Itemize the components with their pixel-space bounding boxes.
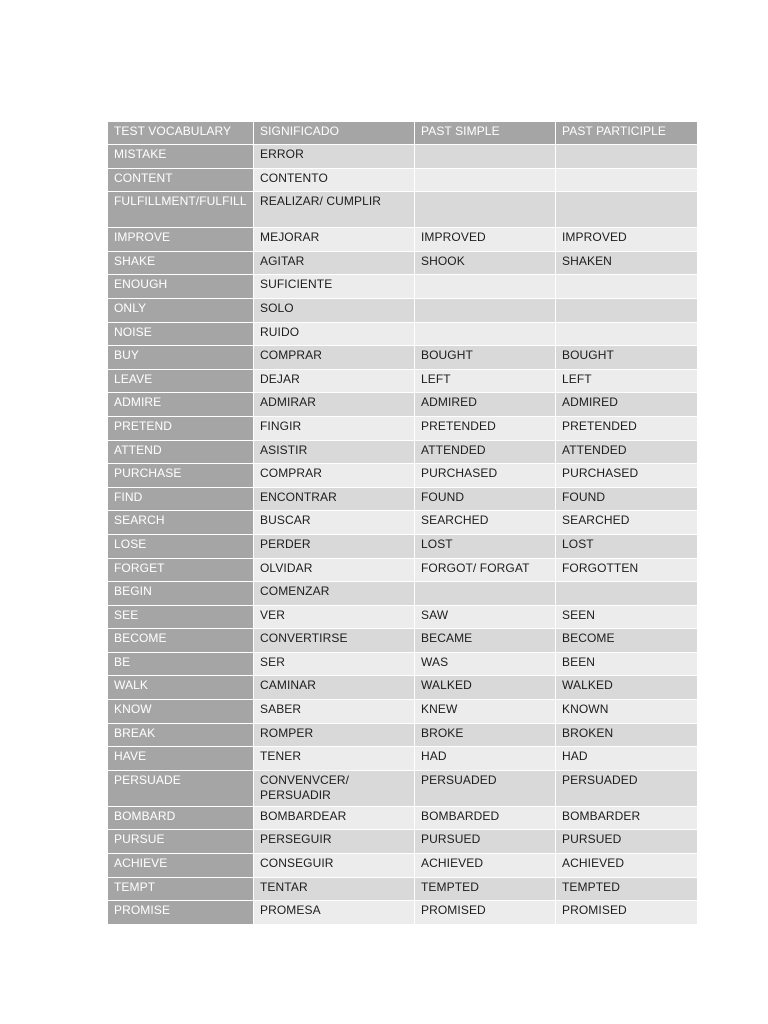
vocab-word-cell: BUY	[108, 346, 254, 370]
header-significado: SIGNIFICADO	[254, 122, 415, 145]
vocab-word-cell: IMPROVE	[108, 228, 254, 252]
past-participle-cell: PURCHASED	[556, 464, 698, 488]
vocab-word-cell: FIND	[108, 487, 254, 511]
past-participle-cell: WALKED	[556, 676, 698, 700]
vocab-word-cell: ONLY	[108, 298, 254, 322]
vocab-word-cell: ATTEND	[108, 440, 254, 464]
past-participle-cell: PURSUED	[556, 830, 698, 854]
meaning-cell: BUSCAR	[254, 511, 415, 535]
vocab-word-cell: SEE	[108, 605, 254, 629]
meaning-cell: COMPRAR	[254, 464, 415, 488]
table-row	[108, 192, 698, 228]
past-participle-cell: SEEN	[556, 605, 698, 629]
table-row	[108, 723, 698, 747]
past-simple-cell: ATTENDED	[415, 440, 556, 464]
past-simple-cell	[415, 582, 556, 606]
table-row	[108, 901, 698, 925]
vocab-word-cell: LOSE	[108, 534, 254, 558]
meaning-cell: TENTAR	[254, 877, 415, 901]
past-simple-cell: LEFT	[415, 369, 556, 393]
past-simple-cell: BROKE	[415, 723, 556, 747]
past-participle-cell	[556, 168, 698, 192]
table-row	[108, 830, 698, 854]
vocab-word-cell: MISTAKE	[108, 145, 254, 169]
table-body	[108, 145, 698, 925]
table-row	[108, 228, 698, 252]
past-simple-cell	[415, 275, 556, 299]
table-row	[108, 534, 698, 558]
vocab-word-cell: BEGIN	[108, 582, 254, 606]
past-participle-cell: SHAKEN	[556, 251, 698, 275]
table-row	[108, 676, 698, 700]
meaning-cell: ENCONTRAR	[254, 487, 415, 511]
meaning-cell: BOMBARDEAR	[254, 806, 415, 830]
table-row	[108, 416, 698, 440]
past-participle-cell: BOMBARDER	[556, 806, 698, 830]
past-simple-cell: LOST	[415, 534, 556, 558]
table-header-row	[108, 122, 698, 145]
meaning-cell: ERROR	[254, 145, 415, 169]
vocab-word-cell: BE	[108, 652, 254, 676]
meaning-cell: PROMESA	[254, 901, 415, 925]
meaning-cell: CONSEGUIR	[254, 854, 415, 878]
table-row	[108, 168, 698, 192]
past-participle-cell: LOST	[556, 534, 698, 558]
header-past-participle: PAST PARTICIPLE	[556, 122, 698, 145]
past-simple-cell: BECAME	[415, 629, 556, 653]
table-row	[108, 605, 698, 629]
past-simple-cell: BOUGHT	[415, 346, 556, 370]
header-past-simple: PAST SIMPLE	[415, 122, 556, 145]
meaning-cell: PERDER	[254, 534, 415, 558]
past-participle-cell: LEFT	[556, 369, 698, 393]
past-participle-cell: PROMISED	[556, 901, 698, 925]
vocab-word-cell: PURSUE	[108, 830, 254, 854]
meaning-cell: SABER	[254, 700, 415, 724]
vocab-word-cell: ENOUGH	[108, 275, 254, 299]
past-simple-cell	[415, 145, 556, 169]
past-participle-cell	[556, 298, 698, 322]
table-row	[108, 770, 698, 806]
vocab-word-cell: KNOW	[108, 700, 254, 724]
past-simple-cell: FOUND	[415, 487, 556, 511]
vocab-word-cell: TEMPT	[108, 877, 254, 901]
meaning-cell: SOLO	[254, 298, 415, 322]
vocab-word-cell: HAVE	[108, 747, 254, 771]
vocab-word-cell: PERSUADE	[108, 770, 254, 806]
meaning-cell: AGITAR	[254, 251, 415, 275]
table-row	[108, 464, 698, 488]
table-row	[108, 854, 698, 878]
past-participle-cell	[556, 145, 698, 169]
table-row	[108, 558, 698, 582]
meaning-cell: COMPRAR	[254, 346, 415, 370]
past-simple-cell: PERSUADED	[415, 770, 556, 806]
meaning-cell: TENER	[254, 747, 415, 771]
table-row	[108, 747, 698, 771]
table-row	[108, 582, 698, 606]
meaning-cell: FINGIR	[254, 416, 415, 440]
table-row	[108, 877, 698, 901]
vocabulary-table	[107, 121, 698, 925]
vocab-word-cell: BREAK	[108, 723, 254, 747]
table-row	[108, 322, 698, 346]
vocab-word-cell: BOMBARD	[108, 806, 254, 830]
past-participle-cell: BOUGHT	[556, 346, 698, 370]
vocab-word-cell: SEARCH	[108, 511, 254, 535]
past-participle-cell: HAD	[556, 747, 698, 771]
past-simple-cell: IMPROVED	[415, 228, 556, 252]
table-row	[108, 145, 698, 169]
meaning-cell: REALIZAR/ CUMPLIR	[254, 192, 415, 228]
past-simple-cell: FORGOT/ FORGAT	[415, 558, 556, 582]
meaning-cell: CONVENVCER/ PERSUADIR	[254, 770, 415, 806]
past-participle-cell: BROKEN	[556, 723, 698, 747]
past-simple-cell: PROMISED	[415, 901, 556, 925]
past-simple-cell: SHOOK	[415, 251, 556, 275]
header-test-vocabulary: TEST VOCABULARY	[108, 122, 254, 145]
meaning-cell: SUFICIENTE	[254, 275, 415, 299]
past-simple-cell: WAS	[415, 652, 556, 676]
vocab-word-cell: CONTENT	[108, 168, 254, 192]
table-row	[108, 511, 698, 535]
vocab-word-cell: LEAVE	[108, 369, 254, 393]
table-row	[108, 652, 698, 676]
table-row	[108, 487, 698, 511]
past-simple-cell: PRETENDED	[415, 416, 556, 440]
table-row	[108, 346, 698, 370]
table-row	[108, 369, 698, 393]
past-participle-cell	[556, 322, 698, 346]
past-simple-cell: ACHIEVED	[415, 854, 556, 878]
past-participle-cell: BECOME	[556, 629, 698, 653]
meaning-cell: ROMPER	[254, 723, 415, 747]
vocab-word-cell: PROMISE	[108, 901, 254, 925]
past-simple-cell	[415, 322, 556, 346]
table-row	[108, 629, 698, 653]
past-simple-cell: WALKED	[415, 676, 556, 700]
past-participle-cell: FOUND	[556, 487, 698, 511]
past-participle-cell: ADMIRED	[556, 393, 698, 417]
table-row	[108, 700, 698, 724]
meaning-cell: CAMINAR	[254, 676, 415, 700]
past-participle-cell: PRETENDED	[556, 416, 698, 440]
table-row	[108, 806, 698, 830]
table-row	[108, 393, 698, 417]
vocab-word-cell: BECOME	[108, 629, 254, 653]
table-row	[108, 275, 698, 299]
meaning-cell: PERSEGUIR	[254, 830, 415, 854]
vocab-word-cell: PURCHASE	[108, 464, 254, 488]
past-participle-cell: KNOWN	[556, 700, 698, 724]
past-simple-cell: HAD	[415, 747, 556, 771]
vocab-word-cell: FULFILLMENT/FULFILL	[108, 192, 254, 228]
meaning-cell: MEJORAR	[254, 228, 415, 252]
table-row	[108, 298, 698, 322]
meaning-cell: CONVERTIRSE	[254, 629, 415, 653]
past-participle-cell: PERSUADED	[556, 770, 698, 806]
past-participle-cell: FORGOTTEN	[556, 558, 698, 582]
past-simple-cell: BOMBARDED	[415, 806, 556, 830]
vocab-word-cell: PRETEND	[108, 416, 254, 440]
vocab-word-cell: WALK	[108, 676, 254, 700]
meaning-cell: CONTENTO	[254, 168, 415, 192]
meaning-cell: VER	[254, 605, 415, 629]
past-participle-cell: ACHIEVED	[556, 854, 698, 878]
past-simple-cell: TEMPTED	[415, 877, 556, 901]
past-simple-cell: SEARCHED	[415, 511, 556, 535]
past-participle-cell	[556, 582, 698, 606]
past-participle-cell	[556, 275, 698, 299]
past-simple-cell	[415, 168, 556, 192]
past-participle-cell	[556, 192, 698, 228]
meaning-cell: ADMIRAR	[254, 393, 415, 417]
vocab-word-cell: SHAKE	[108, 251, 254, 275]
meaning-cell: SER	[254, 652, 415, 676]
past-simple-cell: KNEW	[415, 700, 556, 724]
vocab-word-cell: NOISE	[108, 322, 254, 346]
meaning-cell: ASISTIR	[254, 440, 415, 464]
vocab-word-cell: ACHIEVE	[108, 854, 254, 878]
past-simple-cell: SAW	[415, 605, 556, 629]
meaning-cell: RUIDO	[254, 322, 415, 346]
past-participle-cell: TEMPTED	[556, 877, 698, 901]
meaning-cell: DEJAR	[254, 369, 415, 393]
past-simple-cell: PURSUED	[415, 830, 556, 854]
past-simple-cell	[415, 192, 556, 228]
past-simple-cell: ADMIRED	[415, 393, 556, 417]
table-row	[108, 440, 698, 464]
past-participle-cell: ATTENDED	[556, 440, 698, 464]
table-row	[108, 251, 698, 275]
past-participle-cell: SEARCHED	[556, 511, 698, 535]
meaning-cell: COMENZAR	[254, 582, 415, 606]
vocab-word-cell: ADMIRE	[108, 393, 254, 417]
past-participle-cell: BEEN	[556, 652, 698, 676]
past-participle-cell: IMPROVED	[556, 228, 698, 252]
meaning-cell: OLVIDAR	[254, 558, 415, 582]
past-simple-cell	[415, 298, 556, 322]
vocab-word-cell: FORGET	[108, 558, 254, 582]
past-simple-cell: PURCHASED	[415, 464, 556, 488]
